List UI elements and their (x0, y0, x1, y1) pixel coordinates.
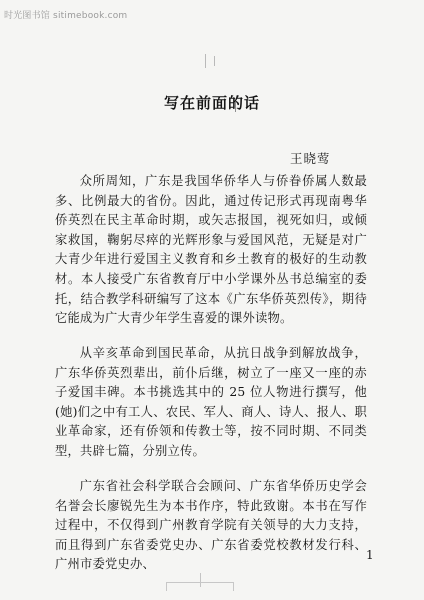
body-paragraph: 从辛亥革命到国民革命，从抗日战争到解放战争，广东华侨英烈辈出，前仆后继，树立了一座又一座的赤子爱国丰碑。本书挑选其中的 25 位人物进行撰写，他(她)们之中有工人、农民、军人、商人、诗人、报人、职业革命家，还有侨领和传教士等，按不同时期、不同类型，共辟七篇，分别立传。 (55, 346, 367, 458)
watermark-text: 时光图书馆 sitimebook.com (4, 11, 128, 21)
scan-mark (205, 54, 206, 68)
body-paragraph: 广东省社会科学联合会顾问、广东省华侨历史学会名誉会长廖锐先生为本书作序，特此致谢。本书在写作过程中，不仅得到广州教育学院有关领导的大力支持，而且得到广东省委党史办、广东省委党校教材发行科、广州市委党史办、 (55, 479, 367, 572)
author-name: 王晓莺 (290, 151, 331, 166)
scan-mark (166, 582, 234, 591)
body-paragraph: 众所周知，广东是我国华侨华人与侨眷侨属人数最多、比例最大的省份。因此，通过传记形式再现南粤华侨英烈在民主革命时期，或矢志报国，视死如归，或倾家救国，鞠躬尽瘁的光辉形象与爱国风范，无疑是对广大青少年进行爱国主义教育和乡土教育的极好的生动教材。本人接受广东省教育厅中小学课外丛书总编室的委托，结合教学科研编写了这本《广东华侨英烈传》，期待它能成为广大青少年学生喜爱的课外读物。 (55, 174, 367, 326)
page-number: 1 (366, 548, 374, 562)
page-title: 写在前面的话 (163, 94, 260, 112)
scan-mark (214, 56, 215, 66)
